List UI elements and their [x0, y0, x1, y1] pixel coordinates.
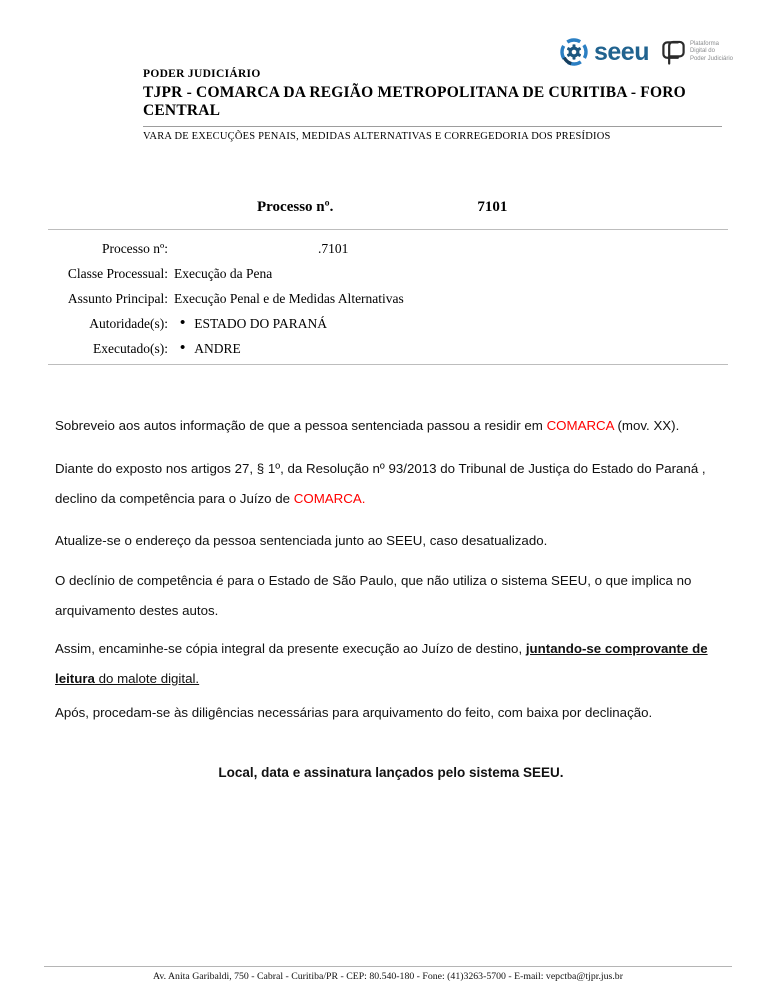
field-label: Classe Processual:	[67, 266, 168, 281]
pdpj-line1: Plataforma	[689, 40, 719, 47]
field-label: Executado(s):	[93, 341, 168, 356]
paragraph-sao-paulo: O declínio de competência é para o Estado de São Paulo, que não utiliza o sistema SEEU, o que implica no arquivamento destes autos.	[55, 573, 692, 618]
field-row-classe	[48, 261, 728, 286]
field-row-executado	[48, 336, 728, 361]
field-row-autoridade	[48, 311, 728, 336]
paragraph-arquivamento: Após, procedam-se às diligências necessárias para arquivamento do feito, com baixa por declinação.	[55, 705, 653, 720]
header-logos	[559, 37, 733, 67]
bullet-icon: •	[180, 315, 186, 331]
paragraph-residencia: Sobreveio aos autos informação de que a pessoa sentenciada passou a residir em COMARCA (mov. XX).	[55, 418, 680, 433]
paragraph-declinio: Diante do exposto nos artigos 27, § 1º, da Resolução nº 93/2013 do Tribunal de Justiça do Estado do Paraná , declino da competência para o Juízo de COMARCA.	[55, 461, 706, 506]
pdpj-line2: Digital do	[689, 48, 715, 55]
field-value: .7101	[318, 241, 349, 256]
footer-address: Av. Anita Garibaldi, 750 - Cabral - Curitiba/PR - CEP: 80.540-180 - Fone: (41)3263-5700 - E-mail: vepctba@tjpr.jus.br	[44, 966, 732, 982]
process-title-number: 7101	[477, 199, 508, 215]
pdpj-monogram-icon	[661, 40, 686, 65]
field-value-text: ANDRE	[194, 341, 241, 356]
paragraph-encaminhe: Assim, encaminhe-se cópia integral da presente execução ao Juízo de destino, juntando-se comprovante de leitura do malote digital.	[55, 641, 708, 686]
poder-judiciario-label: PODER JUDICIÁRIO	[143, 68, 261, 80]
court-name: TJPR - COMARCA DA REGIÃO METROPOLITANA DE CURITIBA - FORO CENTRAL	[143, 84, 722, 127]
process-title-label: Processo nº.	[257, 199, 334, 215]
bullet-icon: •	[180, 340, 186, 356]
seeu-gear-icon	[559, 37, 589, 67]
divider-top	[48, 229, 728, 230]
seeu-wordmark: seeu	[593, 37, 649, 66]
field-row-processo	[48, 236, 728, 261]
field-value-text: ESTADO DO PARANÁ	[194, 316, 327, 331]
pdpj-line3: Poder Judiciário	[689, 55, 733, 62]
court-division: VARA DE EXECUÇÕES PENAIS, MEDIDAS ALTERNATIVAS E CORREGEDORIA DOS PRESÍDIOS	[143, 131, 611, 142]
pdpj-logo	[661, 40, 733, 65]
field-row-assunto	[48, 286, 728, 311]
field-label: Autoridade(s):	[89, 316, 168, 331]
field-value: Execução da Pena	[174, 266, 273, 281]
divider-fields	[48, 364, 728, 365]
signature-line: Local, data e assinatura lançados pelo sistema SEEU.	[218, 765, 564, 780]
field-value: Execução Penal e de Medidas Alternativas	[174, 291, 404, 306]
paragraph-atualize: Atualize-se o endereço da pessoa sentenciada junto ao SEEU, caso desatualizado.	[55, 533, 548, 548]
pdpj-label	[690, 41, 733, 64]
decision-body	[55, 411, 727, 788]
field-label: Assunto Principal:	[67, 291, 168, 306]
field-value	[174, 336, 728, 361]
letterhead	[143, 68, 722, 142]
process-title-row	[48, 197, 728, 217]
seeu-logo	[559, 37, 649, 67]
field-label: Processo nº:	[101, 241, 168, 256]
process-metadata	[48, 236, 728, 361]
field-value	[174, 311, 728, 336]
